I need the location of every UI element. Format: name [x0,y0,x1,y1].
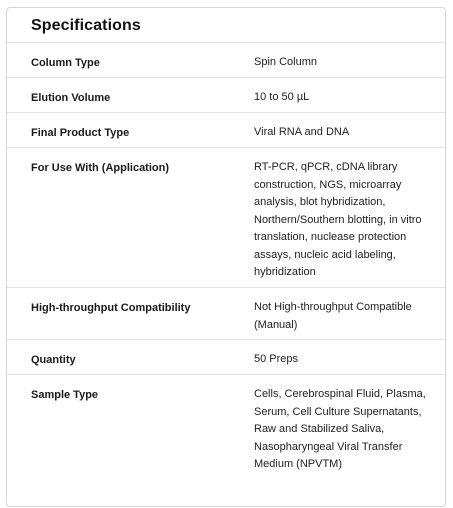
spec-row-high-throughput [7,287,445,339]
spec-value: RT-PCR, qPCR, cDNA library construction, NGS, microarray analysis, blot hybridization, Northern/Southern blotting, in vitro translation, nuclease protection assays, nucleic acid labeling, hybridization [254,161,422,278]
spec-row-sample-type [7,374,445,508]
spec-label: Column Type [31,57,100,69]
spec-value: 50 Preps [254,353,299,365]
spec-value: 10 to 50 µL [254,91,310,103]
section-title: Specifications [31,17,141,34]
spec-value: Spin Column [254,56,317,68]
spec-label: For Use With (Application) [31,162,170,174]
spec-row-elution-volume [7,77,445,112]
spec-row-final-product-type [7,112,445,147]
spec-label: High-throughput Compatibility [31,302,191,314]
spec-label: Final Product Type [31,127,130,139]
spec-value: Viral RNA and DNA [254,126,350,138]
spec-row-column-type [7,42,445,77]
spec-row-for-use-with [7,147,445,287]
spec-label: Sample Type [31,389,99,401]
spec-value: Not High-throughput Compatible (Manual) [254,301,412,331]
spec-label: Quantity [31,354,76,366]
spec-value: Cells, Cerebrospinal Fluid, Plasma, Serum, Cell Culture Supernatants, Raw and Stabilized Saliva, Nasopharyngeal Viral Transfer Medium (NPVTM) [254,388,426,470]
specifications-card [6,7,446,507]
spec-label: Elution Volume [31,92,111,104]
spec-row-quantity [7,339,445,374]
